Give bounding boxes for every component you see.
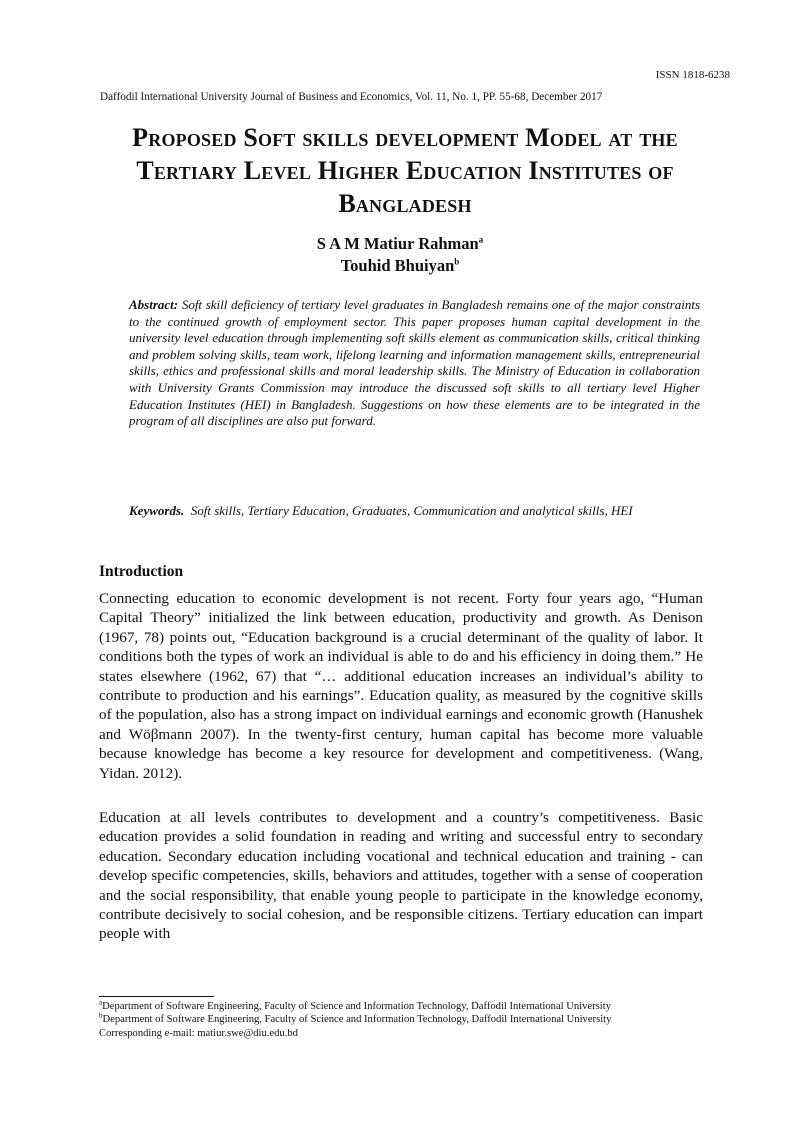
keywords-label: Keywords. — [129, 503, 185, 518]
footnote-2-text: Department of Software Engineering, Faculty of Science and Information Technology, Daffodil International University — [102, 1014, 612, 1026]
footnotes — [99, 1000, 719, 1040]
section-heading: Introduction — [99, 563, 184, 580]
author-1-mark: a — [478, 234, 484, 245]
author-2-mark: b — [454, 256, 460, 267]
paper-title: Proposed Soft skills development Model at the Tertiary Level Higher Education Institutes of Bangladesh — [132, 123, 678, 218]
paragraph-1: Connecting education to economic development is not recent. Forty four years ago, “Human Capital Theory” initialized the link between education, productivity and growth. As Denison (1967, 78) points out, “Education background is a crucial determinant of the quality of labor. It conditions both the types of work an individual is able to do and his efficiency in doing them.” He states elsewhere (1962, 67) that “… additional education increases an individual’s ability to contribute to production and his earnings”. Education quality, as measured by the cognitive skills of the population, also has a strong impact on individual earnings and economic growth (Hanushek and Wöβmann 2007). In the twenty-first century, human capital has become more valuable because knowledge has become a key resource for development and competitiveness. (Wang, Yidan. 2012). — [99, 590, 703, 782]
author-2-name: Touhid Bhuiyan — [340, 256, 455, 275]
author-list — [200, 233, 600, 277]
abstract-label: Abstract: — [129, 297, 179, 312]
footnote-1 — [99, 1000, 719, 1013]
journal-citation: Daffodil International University Journal of Business and Economics, Vol. 11, No. 1, PP. 55-68, December 2017 — [100, 91, 603, 103]
footnote-3-text: Corresponding e-mail: matiur.swe@diu.edu.bd — [99, 1027, 298, 1039]
abstract-text: Soft skill deficiency of tertiary level graduates in Bangladesh remains one of the major constraints to the continued growth of employment sector. This paper proposes human capital development in the university level education through implementing soft skills element as communication skills, critical thinking and problem solving skills, team work, lifelong learning and information management skills, entrepreneurial skills, ethics and professional skills and moral leadership skills. The Ministry of Education in collaboration with University Grants Commission may introduce the discussed soft skills to all tertiary level Higher Education Institutes (HEI) in Bangladesh. Suggestions on how these elements are to be integrated in the program of all disciplines are also put forward. — [129, 297, 701, 429]
issn-number: ISSN 1818-6238 — [655, 69, 730, 81]
footnote-3 — [99, 1027, 719, 1040]
footnote-divider — [99, 996, 214, 997]
author-1-name: S A M Matiur Rahman — [316, 234, 479, 253]
keywords — [129, 503, 700, 520]
footnote-1-mark: a — [99, 998, 103, 1007]
footnote-2 — [99, 1013, 719, 1026]
footnote-2-mark: b — [99, 1011, 103, 1020]
abstract — [129, 297, 700, 430]
paragraph-2: Education at all levels contributes to development and a country’s competitiveness. Basic education provides a solid foundation in reading and writing and successful entry to secondary education. Secondary education including vocational and technical education and training - can develop specific competencies, skills, behaviors and attitudes, together with a sense of cooperation and the social responsibility, that enable young people to participate in the knowledge economy, contribute decisively to social cohesion, and be responsible citizens. Tertiary education can impart people with — [99, 809, 703, 943]
footnote-1-text: Department of Software Engineering, Faculty of Science and Information Technology, Daffodil International University — [102, 1001, 611, 1012]
author-2 — [200, 255, 600, 277]
keywords-text: Soft skills, Tertiary Education, Graduates, Communication and analytical skills, HEI — [190, 503, 633, 518]
author-1 — [200, 233, 600, 255]
